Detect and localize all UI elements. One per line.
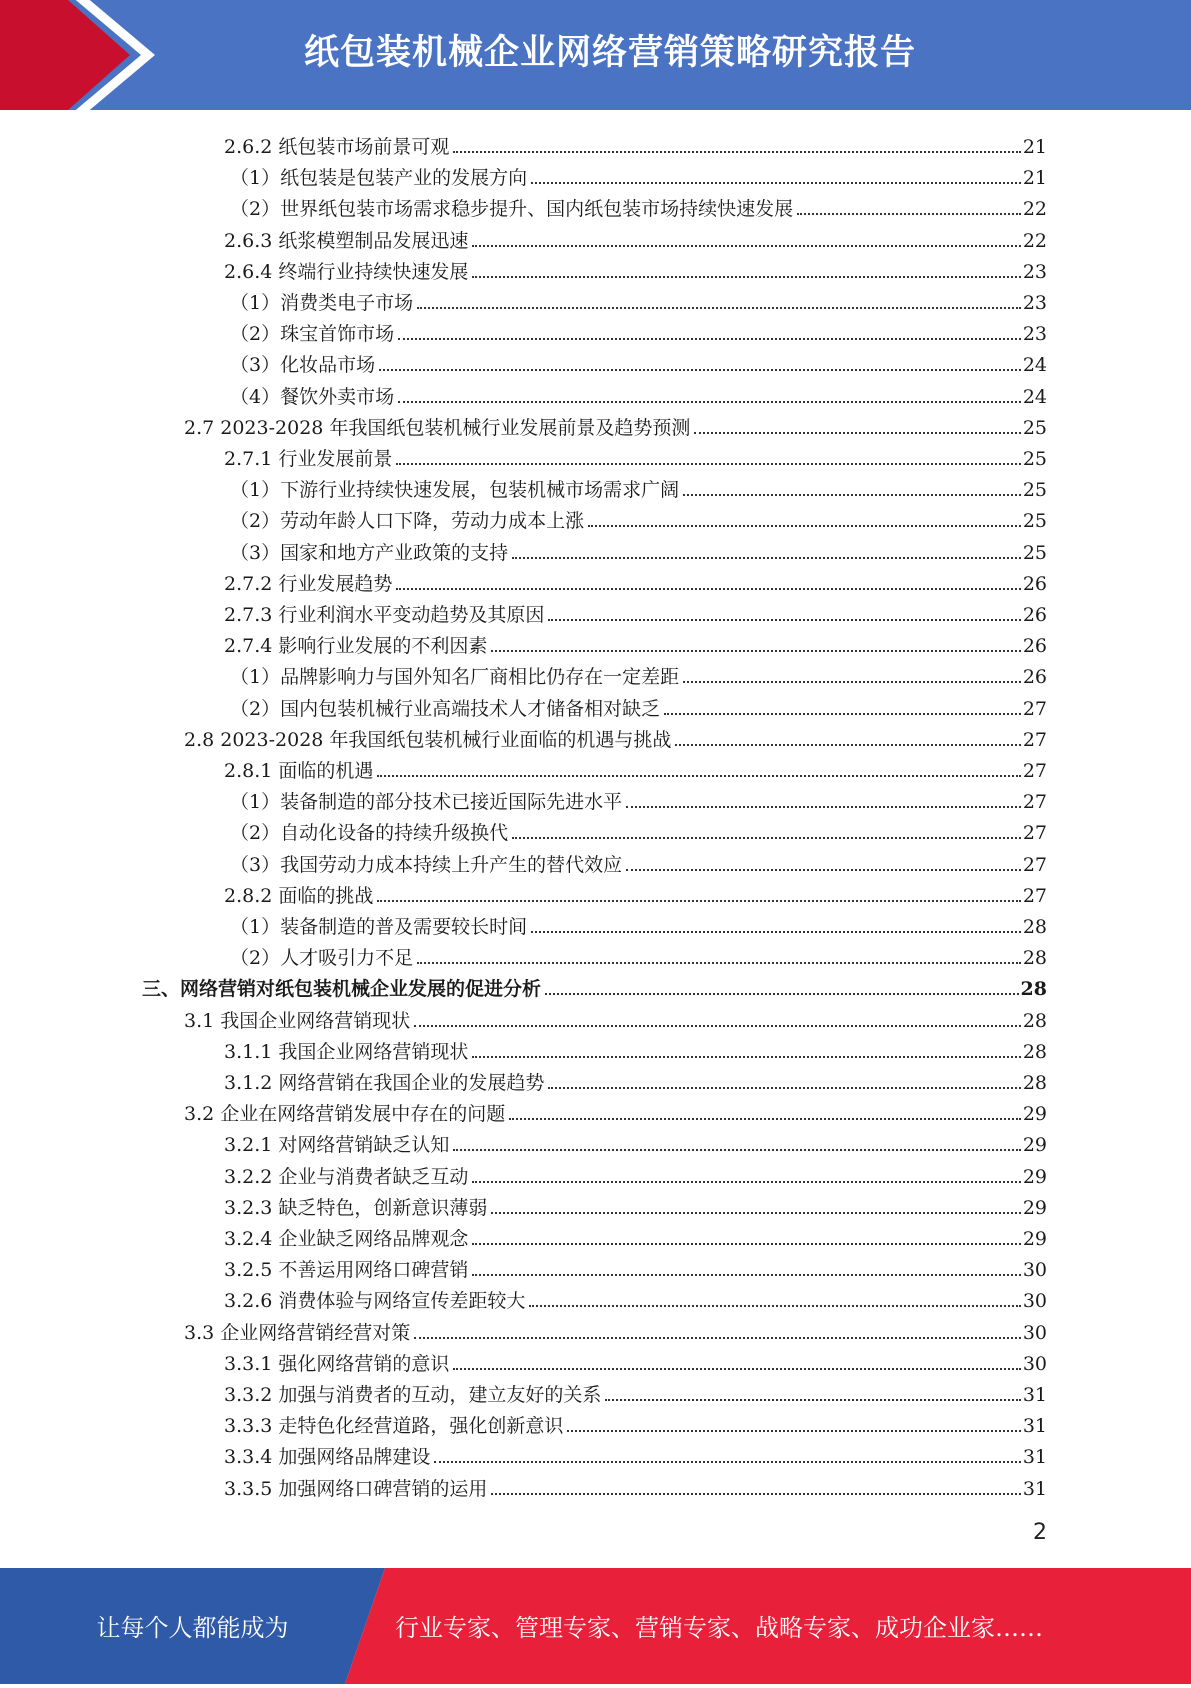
toc-entry-title: （3）国家和地方产业政策的支持 <box>230 541 509 564</box>
toc-dot-leader <box>683 681 1021 683</box>
toc-entry-page: 25 <box>1022 541 1047 564</box>
toc-entry[interactable] <box>224 596 1047 627</box>
toc-dot-leader <box>797 213 1021 215</box>
toc-entry[interactable] <box>230 783 1047 814</box>
toc-dot-leader <box>491 650 1020 652</box>
toc-entry-page: 24 <box>1022 385 1047 408</box>
toc-entry[interactable] <box>184 409 1047 440</box>
toc-entry-page: 29 <box>1022 1228 1047 1250</box>
toc-entry[interactable] <box>230 658 1047 689</box>
toc-dot-leader <box>548 619 1020 621</box>
toc-entry-page: 28 <box>1022 1009 1047 1032</box>
toc-entry-page: 26 <box>1022 572 1047 595</box>
toc-entry-title: 3.2.5 不善运用网络口碑营销 <box>224 1259 469 1282</box>
toc-entry-page: 30 <box>1022 1259 1047 1282</box>
toc-entry-title: 2.7.1 行业发展前景 <box>224 448 393 470</box>
toc-entry-title: （1）下游行业持续快速发展，包装机械市场需求广阔 <box>230 479 680 502</box>
toc-entry-page: 21 <box>1022 136 1047 158</box>
toc-entry[interactable] <box>184 1095 1047 1126</box>
toc-entry-title: （1）装备制造的普及需要较长时间 <box>230 916 528 938</box>
toc-entry-page: 23 <box>1022 260 1047 283</box>
toc-entry[interactable] <box>230 814 1047 845</box>
toc-entry-title: 3.3.4 加强网络品牌建设 <box>224 1446 431 1469</box>
toc-dot-leader <box>398 338 1021 340</box>
toc-dot-leader <box>664 713 1021 715</box>
toc-dot-leader <box>472 276 1020 278</box>
toc-dot-leader <box>675 744 1020 746</box>
toc-entry-title: 2.6.4 终端行业持续快速发展 <box>224 260 469 283</box>
page-number: 2 <box>1033 1520 1047 1545</box>
toc-entry-page: 25 <box>1022 479 1047 502</box>
toc-entry-title: 2.8 2023-2028 年我国纸包装机械行业面临的机遇与挑战 <box>184 728 672 751</box>
toc-dot-leader <box>626 869 1021 871</box>
toc-entry-page: 29 <box>1022 1134 1047 1157</box>
toc-entry-title: 2.8.2 面临的挑战 <box>224 884 374 907</box>
toc-entry-title: （2）世界纸包装市场需求稳步提升、国内纸包装市场持续快速发展 <box>230 198 794 221</box>
footer-slogan-left: 让每个人都能成为 <box>96 1614 289 1642</box>
toc-entry[interactable] <box>224 1251 1047 1282</box>
toc-entry-title: 3.3.1 强化网络营销的意识 <box>224 1352 450 1375</box>
toc-dot-leader <box>398 401 1021 403</box>
toc-entry-title: 2.7.4 影响行业发展的不利因素 <box>224 635 488 658</box>
toc-dot-leader <box>548 1087 1020 1089</box>
header-banner <box>0 0 1191 110</box>
toc-entry-page: 22 <box>1022 198 1047 221</box>
toc-entry-page: 27 <box>1022 822 1047 845</box>
toc-entry-page: 28 <box>1022 1040 1047 1063</box>
toc-entry-title: 2.7 2023-2028 年我国纸包装机械行业发展前景及趋势预测 <box>184 416 691 439</box>
toc-entry[interactable] <box>230 346 1047 377</box>
toc-entry[interactable] <box>224 440 1047 471</box>
footer-slogan-right: 行业专家、管理专家、营销专家、战略专家、成功企业家…… <box>395 1614 1043 1642</box>
toc-entry-title: 2.6.2 纸包装市场前景可观 <box>224 136 450 158</box>
toc-dot-leader <box>472 1056 1020 1058</box>
toc-entry-page: 26 <box>1022 604 1047 626</box>
toc-entry[interactable] <box>230 908 1047 939</box>
toc-entry-title: （1）纸包装是包装产业的发展方向 <box>230 167 528 190</box>
toc-entry[interactable] <box>224 1064 1047 1095</box>
toc-entry-title: （1）消费类电子市场 <box>230 292 414 314</box>
toc-entry-page: 26 <box>1022 635 1047 658</box>
toc-entry-title: 2.7.3 行业利润水平变动趋势及其原因 <box>224 604 545 626</box>
document-title: 纸包装机械企业网络营销策略研究报告 <box>303 33 916 73</box>
toc-entry-title: （2）自动化设备的持续升级换代 <box>230 822 509 845</box>
toc-entry-title: （3）化妆品市场 <box>230 354 376 377</box>
toc-entry[interactable] <box>230 159 1047 190</box>
toc-entry-title: （2）珠宝首饰市场 <box>230 323 395 346</box>
toc-entry-page: 23 <box>1022 292 1047 314</box>
toc-dot-leader <box>472 1274 1020 1276</box>
toc-entry[interactable] <box>230 284 1047 315</box>
footer-banner <box>0 1568 1191 1684</box>
toc-entry[interactable] <box>224 1282 1047 1313</box>
toc-entry-title: （1）品牌影响力与国外知名厂商相比仍存在一定差距 <box>230 666 680 689</box>
toc-entry[interactable] <box>224 1158 1047 1189</box>
toc-entry-page: 27 <box>1022 884 1047 907</box>
toc-dot-leader <box>417 307 1021 309</box>
toc-entry[interactable] <box>230 378 1047 409</box>
toc-dot-leader <box>379 369 1021 371</box>
toc-entry-page: 29 <box>1022 1103 1047 1126</box>
toc-entry-page: 27 <box>1022 760 1047 782</box>
toc-entry-page: 31 <box>1022 1446 1047 1469</box>
toc-entry-page: 30 <box>1022 1290 1047 1313</box>
toc-entry-page: 28 <box>1020 978 1047 1001</box>
toc-entry-title: 3.2.2 企业与消费者缺乏互动 <box>224 1165 469 1188</box>
toc-entry-title: （1）装备制造的部分技术已接近国际先进水平 <box>230 791 623 814</box>
toc-entry-page: 27 <box>1022 853 1047 876</box>
toc-entry-title: 3.3.3 走特色化经营道路，强化创新意识 <box>224 1415 564 1438</box>
toc-entry[interactable] <box>224 1470 1047 1501</box>
toc-entry-page: 21 <box>1022 167 1047 190</box>
toc-entry-page: 28 <box>1022 916 1047 938</box>
toc-dot-leader <box>529 1305 1020 1307</box>
toc-dot-leader <box>605 1399 1020 1401</box>
toc-entry[interactable] <box>224 253 1047 284</box>
toc-entry-title: （2）劳动年龄人口下降，劳动力成本上涨 <box>230 510 585 533</box>
toc-entry[interactable] <box>224 1189 1047 1220</box>
toc-entry[interactable] <box>224 1407 1047 1438</box>
toc-dot-leader <box>472 1181 1020 1183</box>
toc-entry-page: 27 <box>1022 697 1047 720</box>
toc-entry[interactable] <box>224 1220 1047 1251</box>
toc-dot-leader <box>472 1243 1020 1245</box>
toc-entry[interactable] <box>224 1345 1047 1376</box>
toc-entry[interactable] <box>224 1126 1047 1157</box>
toc-entry[interactable] <box>224 752 1047 783</box>
toc-entry[interactable] <box>184 721 1047 752</box>
toc-dot-leader <box>414 1025 1021 1027</box>
toc-dot-leader <box>545 993 1019 995</box>
toc-dot-leader <box>683 494 1021 496</box>
toc-entry-page: 31 <box>1022 1384 1047 1406</box>
toc-entry-page: 26 <box>1022 666 1047 689</box>
toc-entry-title: 3.3.5 加强网络口碑营销的运用 <box>224 1477 488 1500</box>
toc-entry-page: 30 <box>1022 1352 1047 1375</box>
toc-dot-leader <box>491 1493 1020 1495</box>
toc-entry[interactable] <box>224 1376 1047 1407</box>
toc-entry-page: 31 <box>1022 1415 1047 1438</box>
toc-dot-leader <box>472 245 1020 247</box>
toc-entry[interactable] <box>230 939 1047 970</box>
toc-dot-leader <box>453 1368 1020 1370</box>
toc-dot-leader <box>396 588 1020 590</box>
toc-entry-page: 28 <box>1022 1072 1047 1094</box>
toc-dot-leader <box>512 557 1021 559</box>
toc-entry[interactable] <box>230 534 1047 565</box>
toc-entry[interactable] <box>224 877 1047 908</box>
toc-entry[interactable] <box>224 1033 1047 1064</box>
toc-entry-title: 3.2 企业在网络营销发展中存在的问题 <box>184 1103 506 1126</box>
toc-entry-title: 3.1.1 我国企业网络营销现状 <box>224 1040 469 1063</box>
toc-entry-title: 2.8.1 面临的机遇 <box>224 760 374 782</box>
toc-entry-title: （2）人才吸引力不足 <box>230 947 414 970</box>
toc-dot-leader <box>453 1149 1020 1151</box>
toc-entry-title: 3.2.3 缺乏特色，创新意识薄弱 <box>224 1196 488 1219</box>
toc-entry-page: 24 <box>1022 354 1047 377</box>
toc-dot-leader <box>396 463 1020 465</box>
toc-entry-title: （2）国内包装机械行业高端技术人才储备相对缺乏 <box>230 697 661 720</box>
toc-entry-title: 3.3 企业网络营销经营对策 <box>184 1321 411 1344</box>
toc-entry[interactable] <box>184 1002 1047 1033</box>
toc-dot-leader <box>512 837 1021 839</box>
toc-entry[interactable] <box>224 128 1047 159</box>
toc-dot-leader <box>414 1337 1021 1339</box>
toc-entry-page: 25 <box>1022 510 1047 533</box>
toc-dot-leader <box>491 1212 1020 1214</box>
toc-dot-leader <box>509 1118 1021 1120</box>
toc-dot-leader <box>588 525 1021 527</box>
toc-entry-page: 22 <box>1022 229 1047 252</box>
toc-entry-title: 3.1 我国企业网络营销现状 <box>184 1009 411 1032</box>
toc-entry[interactable] <box>224 1438 1047 1469</box>
toc-entry-page: 28 <box>1022 947 1047 970</box>
toc-entry-title: （3）我国劳动力成本持续上升产生的替代效应 <box>230 853 623 876</box>
toc-entry-page: 25 <box>1022 416 1047 439</box>
toc-entry[interactable] <box>230 502 1047 533</box>
toc-entry[interactable] <box>230 690 1047 721</box>
toc-dot-leader <box>377 775 1020 777</box>
toc-dot-leader <box>626 806 1021 808</box>
toc-entry[interactable] <box>230 190 1047 221</box>
toc-entry[interactable] <box>230 471 1047 502</box>
toc-dot-leader <box>434 1461 1020 1463</box>
toc-entry-page: 29 <box>1022 1196 1047 1219</box>
toc-entry-title: 3.2.4 企业缺乏网络品牌观念 <box>224 1228 469 1250</box>
toc-entry[interactable] <box>230 315 1047 346</box>
toc-entry-title: 2.7.2 行业发展趋势 <box>224 572 393 595</box>
toc-dot-leader <box>417 962 1021 964</box>
toc-entry[interactable] <box>224 627 1047 658</box>
toc-entry-title: （4）餐饮外卖市场 <box>230 385 395 408</box>
toc-entry-page: 29 <box>1022 1165 1047 1188</box>
toc-entry[interactable] <box>230 846 1047 877</box>
toc-dot-leader <box>694 432 1020 434</box>
toc-dot-leader <box>453 151 1020 153</box>
toc-entry-page: 27 <box>1022 791 1047 814</box>
toc-entry-title: 2.6.3 纸浆模塑制品发展迅速 <box>224 229 469 252</box>
toc-dot-leader <box>377 900 1020 902</box>
toc-entry[interactable] <box>184 1314 1047 1345</box>
toc-entry-page: 23 <box>1022 323 1047 346</box>
toc-dot-leader <box>531 931 1021 933</box>
toc-dot-leader <box>567 1430 1020 1432</box>
toc-entry-page: 25 <box>1022 448 1047 470</box>
toc-entry-title: 3.2.1 对网络营销缺乏认知 <box>224 1134 450 1157</box>
toc-entry[interactable] <box>142 970 1047 1001</box>
toc-entry[interactable] <box>224 565 1047 596</box>
toc-entry-title: 三、网络营销对纸包装机械企业发展的促进分析 <box>142 978 542 1001</box>
toc-entry-title: 3.3.2 加强与消费者的互动，建立友好的关系 <box>224 1384 602 1406</box>
toc-entry-title: 3.2.6 消费体验与网络宣传差距较大 <box>224 1290 526 1313</box>
toc-dot-leader <box>531 182 1021 184</box>
toc-entry-page: 30 <box>1022 1321 1047 1344</box>
toc-entry-page: 27 <box>1022 728 1047 751</box>
toc-entry-page: 31 <box>1022 1477 1047 1500</box>
toc-entry[interactable] <box>224 222 1047 253</box>
toc-entry-title: 3.1.2 网络营销在我国企业的发展趋势 <box>224 1072 545 1094</box>
